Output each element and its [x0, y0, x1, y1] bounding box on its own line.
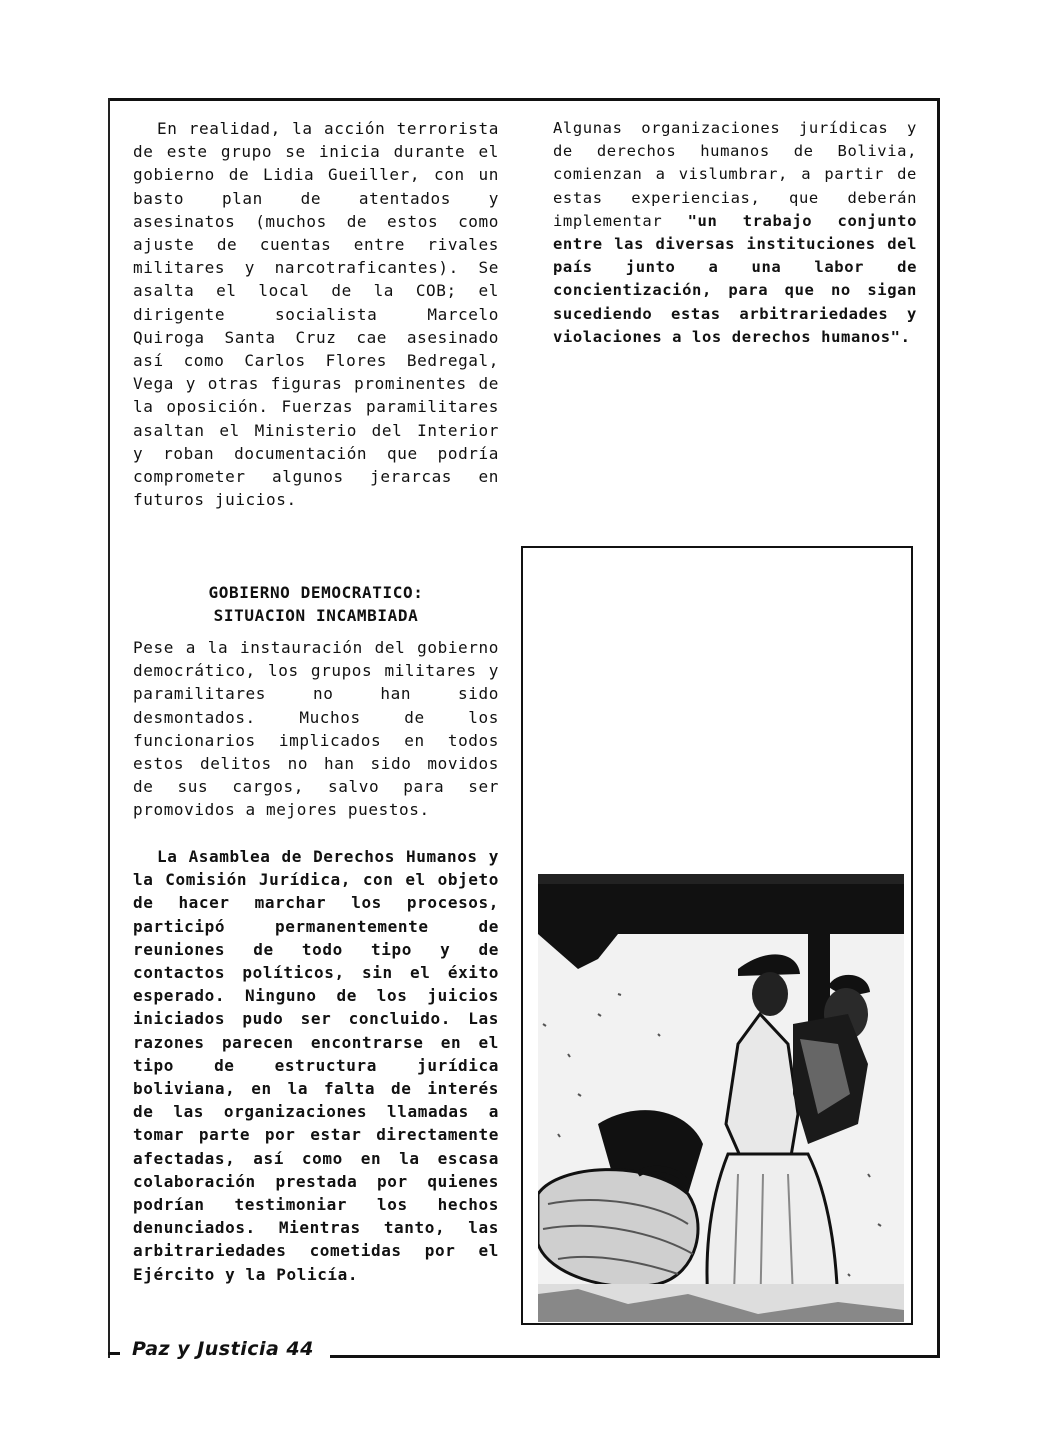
- paragraph-organizations: [553, 117, 917, 349]
- left-column-paragraph-3: [133, 845, 499, 1286]
- assembly-name: Asamblea de Derechos Humanos: [188, 847, 478, 866]
- frame-left-rule: [108, 98, 110, 1358]
- footer-label: Paz y Justicia 44: [132, 1338, 314, 1360]
- organizations-quote: "un trabajo conjunto entre las diversas instituciones del país junto a una labor de concientización, para que no sigan sucediendo estas arbitrariedades y violaciones a los derechos humanos".: [553, 211, 917, 346]
- assembly-lead: La: [157, 847, 189, 866]
- paragraph-democratic-government: Pese a la instauración del gobierno democrático, los grupos militares y paramilitares no han sido desmontados. Muchos de los funcionarios implicados en todos estos delitos no han sido movidos de sus cargos, salvo para ser promovidos a mejores puestos.: [133, 638, 499, 820]
- assembly-rest: , con el objeto de hacer marchar los procesos, participó permanentemente de reuniones de todo tipo y de contactos políticos, sin el éxito esperado. Ninguno de los juicios iniciados pudo ser concluido. Las razones parecen encontrarse en el tipo de estructura jurídica boliviana, en la falta de interés de las organizaciones llamadas a tomar parte por estar directamente afectadas, así como en la escasa colaboración prestada por quienes podrían testimoniar los hechos denunciados. Mientras tanto, las arbitrariedades cometidas por el Ejército y la Policía.: [133, 870, 499, 1284]
- commission-name: Comisión Jurídica: [165, 870, 341, 890]
- left-column-paragraph-2: [133, 636, 499, 822]
- footer-rule: [330, 1355, 940, 1358]
- frame-top-rule: [110, 98, 940, 101]
- organizations-plain-text: Algunas organizaciones jurídicas y de derechos humanos de Bolivia, comienzan a vislumbrar, a partir de estas experiencias, que deberán implementar: [553, 119, 917, 230]
- heading-line-1: GOBIERNO DEMOCRATICO:: [208, 583, 424, 602]
- assembly-mid: y la: [133, 847, 499, 890]
- left-column-paragraph-1: [133, 117, 499, 511]
- section-heading: [133, 581, 499, 627]
- paragraph-assembly: [133, 845, 499, 1286]
- heading-line-2: SITUACION INCAMBIADA: [213, 606, 419, 625]
- frame-corner-rule: [108, 1352, 120, 1355]
- photo-woman-with-child: [538, 874, 904, 1322]
- frame-right-rule: [937, 98, 940, 1358]
- paragraph-terrorist-action: En realidad, la acción terrorista de este grupo se inicia durante el gobierno de Lidia Gueiller, con un basto plan de atentados y asesinatos (muchos de estos como ajuste de cuentas entre rivales militares y narcotraficantes). Se asalta el local de la COB; el dirigente socialista Marcelo Quiroga Santa Cruz cae asesinado así como Carlos Flores Bedregal, Vega y otras figuras prominentes de la oposición. Fuerzas paramilitares asaltan el Ministerio del Interior y roban documentación que podría comprometer algunos jerarcas en futuros juicios.: [133, 119, 499, 510]
- right-column-paragraph: [553, 117, 917, 349]
